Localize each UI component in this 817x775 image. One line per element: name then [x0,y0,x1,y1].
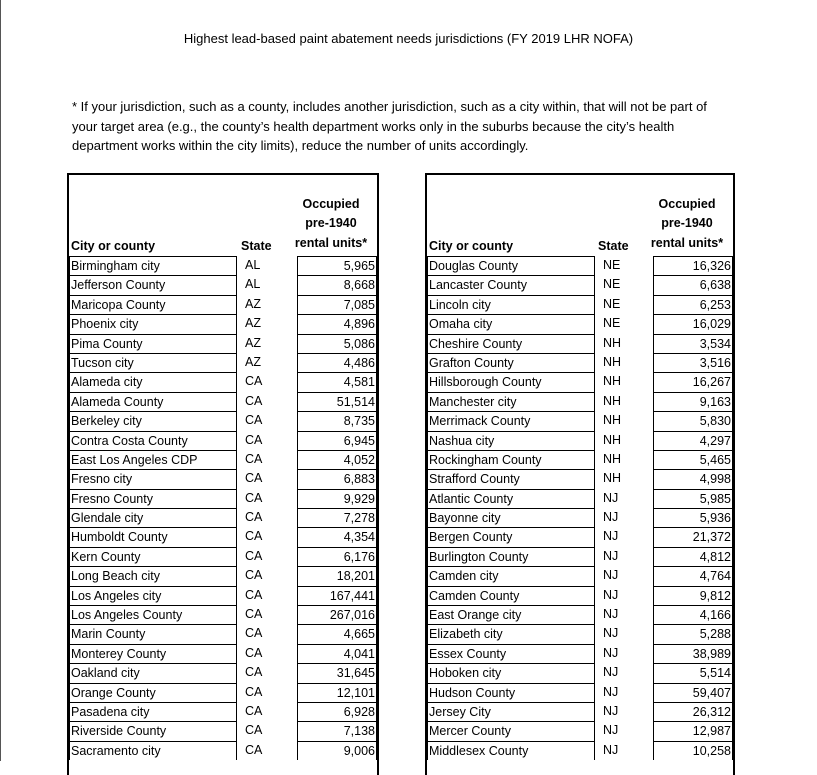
cell-city: Oakland city [69,663,237,682]
cell-units: 6,176 [297,547,377,566]
cell-state: NH [603,471,622,486]
cell-units: 5,086 [297,334,377,353]
cell-city: Maricopa County [69,295,237,314]
table-row [69,644,377,663]
cell-units: 4,581 [297,372,377,391]
cell-units: 8,668 [297,275,377,294]
table-row [69,334,377,353]
table-row [427,702,733,721]
cell-state: CA [245,665,263,680]
cell-state: CA [245,626,263,641]
table-row [69,741,377,760]
cell-city: Camden County [427,586,595,605]
header-units-line2: pre-1940 [661,216,713,230]
cell-state: NH [603,393,622,408]
table-row [69,450,377,469]
cell-units: 21,372 [653,527,733,546]
table-row [69,372,377,391]
cell-state: NJ [603,529,619,544]
cell-state: NJ [603,568,619,583]
cell-city: Phoenix city [69,314,237,333]
cell-state: NJ [603,723,619,738]
table-row [69,547,377,566]
cell-city: Riverside County [69,721,237,740]
cell-units: 10,258 [653,741,733,760]
header-units-line3: rental units* [650,235,724,250]
cell-units: 18,201 [297,566,377,585]
header-units-line2: pre-1940 [305,216,357,230]
left-table-body [69,256,377,760]
table-row [69,527,377,546]
cell-units: 26,312 [653,702,733,721]
cell-state: NJ [603,742,619,757]
cell-units: 7,278 [297,508,377,527]
cell-city: Tucson city [69,353,237,372]
cell-units: 4,486 [297,353,377,372]
cell-city: Rockingham County [427,450,595,469]
header-city: City or county [429,239,514,253]
table-row [427,508,733,527]
table-row [69,566,377,585]
cell-units: 9,929 [297,489,377,508]
table-row [69,586,377,605]
page-title: Highest lead-based paint abatement needs jurisdictions (FY 2019 LHR NOFA) [183,31,634,46]
table-row [427,547,733,566]
table-row [69,624,377,643]
cell-state: NJ [603,490,619,505]
cell-units: 4,998 [653,469,733,488]
cell-state: NE [603,258,621,272]
left-table-header [69,175,377,256]
table-row [427,624,733,643]
cell-units: 4,052 [297,450,377,469]
cell-units: 12,987 [653,721,733,740]
table-row [427,741,733,760]
cell-city: Middlesex County [427,741,595,760]
cell-city: East Los Angeles CDP [69,450,237,469]
cell-units: 5,288 [653,624,733,643]
table-row [427,392,733,411]
cell-city: Berkeley city [69,411,237,430]
table-row [69,508,377,527]
cell-city: Fresno city [69,469,237,488]
cell-units: 4,812 [653,547,733,566]
cell-city: Contra Costa County [69,431,237,450]
cell-units: 4,041 [297,644,377,663]
cell-units: 4,297 [653,431,733,450]
table-row [427,353,733,372]
cell-state: CA [245,471,263,486]
cell-state: NE [603,296,621,311]
cell-city: Glendale city [69,508,237,527]
cell-units: 6,883 [297,469,377,488]
cell-state: NJ [603,587,619,602]
cell-city: Bergen County [427,527,595,546]
table-row [69,295,377,314]
cell-city: Lincoln city [427,295,595,314]
cell-state: CA [245,490,263,505]
cell-city: Merrimack County [427,411,595,430]
cell-city: Nashua city [427,431,595,450]
cell-units: 6,253 [653,295,733,314]
cell-city: East Orange city [427,605,595,624]
cell-units: 4,665 [297,624,377,643]
cell-city: Monterey County [69,644,237,663]
cell-state: AL [245,277,261,292]
cell-units: 16,326 [653,256,733,275]
cell-state: NJ [603,548,619,563]
cell-city: Kern County [69,547,237,566]
cell-city: Bayonne city [427,508,595,527]
cell-city: Pima County [69,334,237,353]
table-row [69,314,377,333]
cell-units: 5,514 [653,663,733,682]
cell-state: CA [245,529,263,544]
page-left-edge [0,0,1,761]
cell-city: Pasadena city [69,702,237,721]
header-units-line3: rental units* [294,235,368,250]
cell-city: Douglas County [427,256,595,275]
cell-units: 5,936 [653,508,733,527]
table-row [69,256,377,275]
cell-city: Marin County [69,624,237,643]
table-row [427,431,733,450]
cell-state: NJ [603,645,619,660]
cell-units: 5,985 [653,489,733,508]
cell-city: Sacramento city [69,741,237,760]
cell-state: CA [245,607,263,622]
cell-state: NE [603,316,621,331]
table-row [427,527,733,546]
cell-units: 4,166 [653,605,733,624]
cell-city: Omaha city [427,314,595,333]
table-row [427,469,733,488]
cell-state: AZ [245,335,261,350]
cell-state: CA [245,413,263,428]
cell-units: 4,764 [653,566,733,585]
cell-city: Jersey City [427,702,595,721]
cell-city: Manchester city [427,392,595,411]
cell-city: Long Beach city [69,566,237,585]
cell-units: 59,407 [653,683,733,702]
cell-units: 16,029 [653,314,733,333]
table-row [69,392,377,411]
header-state: State [598,239,629,253]
cell-city: Lancaster County [427,275,595,294]
table-row [427,721,733,740]
table-row [427,256,733,275]
cell-state: CA [245,684,263,699]
left-table [67,173,379,775]
table-row [427,489,733,508]
cell-units: 3,516 [653,353,733,372]
table-row [69,721,377,740]
cell-units: 9,163 [653,392,733,411]
cell-city: Alameda County [69,392,237,411]
cell-city: Hillsborough County [427,372,595,391]
table-row [69,663,377,682]
cell-units: 4,896 [297,314,377,333]
cell-city: Birmingham city [69,256,237,275]
cell-city: Hoboken city [427,663,595,682]
table-row [69,489,377,508]
cell-units: 31,645 [297,663,377,682]
cell-units: 6,928 [297,702,377,721]
table-row [427,663,733,682]
right-table-header [427,175,733,256]
cell-city: Alameda city [69,372,237,391]
table-row [427,334,733,353]
cell-state: AZ [245,316,261,331]
table-row [69,605,377,624]
cell-city: Fresno County [69,489,237,508]
cell-state: NH [603,335,622,350]
cell-units: 5,465 [653,450,733,469]
cell-units: 9,006 [297,741,377,760]
cell-units: 4,354 [297,527,377,546]
table-row [427,566,733,585]
table-row [427,295,733,314]
cell-state: AL [245,258,261,272]
table-row [69,353,377,372]
cell-state: NH [603,432,622,447]
cell-city: Hudson County [427,683,595,702]
cell-units: 9,812 [653,586,733,605]
cell-state: CA [245,374,263,389]
table-row [427,644,733,663]
footnote-paragraph: * If your jurisdiction, such as a county, includes another jurisdiction, such as a city within, that will not be part of your target area (e.g., the county’s health department works only in the suburbs because the city’s health department works within the city limits), reduce the number of units accordingly. [72,99,707,153]
header-units-line1: Occupied [658,196,716,211]
cell-units: 8,735 [297,411,377,430]
cell-units: 16,267 [653,372,733,391]
cell-units: 12,101 [297,683,377,702]
cell-state: CA [245,393,263,408]
cell-city: Orange County [69,683,237,702]
cell-state: NH [603,451,622,466]
table-row [69,431,377,450]
cell-state: CA [245,568,263,583]
cell-city: Los Angeles city [69,586,237,605]
header-city: City or county [71,239,156,253]
cell-city: Burlington County [427,547,595,566]
cell-units: 51,514 [297,392,377,411]
table-row [69,469,377,488]
cell-state: AZ [245,296,261,311]
header-units [645,195,729,254]
table-row [427,411,733,430]
cell-city: Humboldt County [69,527,237,546]
cell-state: AZ [245,354,261,369]
cell-state: NJ [603,703,619,718]
cell-city: Mercer County [427,721,595,740]
cell-units: 5,965 [297,256,377,275]
cell-state: NJ [603,684,619,699]
cell-units: 3,534 [653,334,733,353]
cell-units: 167,441 [297,586,377,605]
right-table [425,173,735,775]
cell-city: Elizabeth city [427,624,595,643]
cell-city: Atlantic County [427,489,595,508]
cell-city: Jefferson County [69,275,237,294]
cell-state: NH [603,413,622,428]
cell-units: 6,945 [297,431,377,450]
cell-units: 267,016 [297,605,377,624]
cell-state: NJ [603,665,619,680]
table-row [427,450,733,469]
cell-state: CA [245,645,263,660]
cell-state: CA [245,723,263,738]
table-row [427,372,733,391]
table-row [69,702,377,721]
table-row [427,586,733,605]
table-row [427,683,733,702]
right-table-body [427,256,733,760]
cell-state: CA [245,742,263,757]
cell-units: 7,138 [297,721,377,740]
cell-city: Grafton County [427,353,595,372]
header-units [289,195,373,254]
cell-city: Strafford County [427,469,595,488]
cell-state: CA [245,703,263,718]
cell-city: Los Angeles County [69,605,237,624]
cell-state: NH [603,374,622,389]
table-row [427,275,733,294]
table-row [69,683,377,702]
cell-state: CA [245,451,263,466]
cell-state: NH [603,354,622,369]
cell-state: NJ [603,607,619,622]
cell-city: Essex County [427,644,595,663]
cell-state: CA [245,510,263,525]
cell-state: NJ [603,510,619,525]
cell-state: NJ [603,626,619,641]
cell-units: 6,638 [653,275,733,294]
table-row [427,314,733,333]
table-row [69,275,377,294]
table-row [69,411,377,430]
cell-units: 5,830 [653,411,733,430]
cell-state: CA [245,548,263,563]
cell-state: CA [245,432,263,447]
header-state: State [241,239,272,253]
cell-units: 38,989 [653,644,733,663]
cell-city: Cheshire County [427,334,595,353]
table-row [427,605,733,624]
header-units-line1: Occupied [302,196,360,211]
cell-state: NE [603,277,621,292]
cell-city: Camden city [427,566,595,585]
cell-state: CA [245,587,263,602]
cell-units: 7,085 [297,295,377,314]
